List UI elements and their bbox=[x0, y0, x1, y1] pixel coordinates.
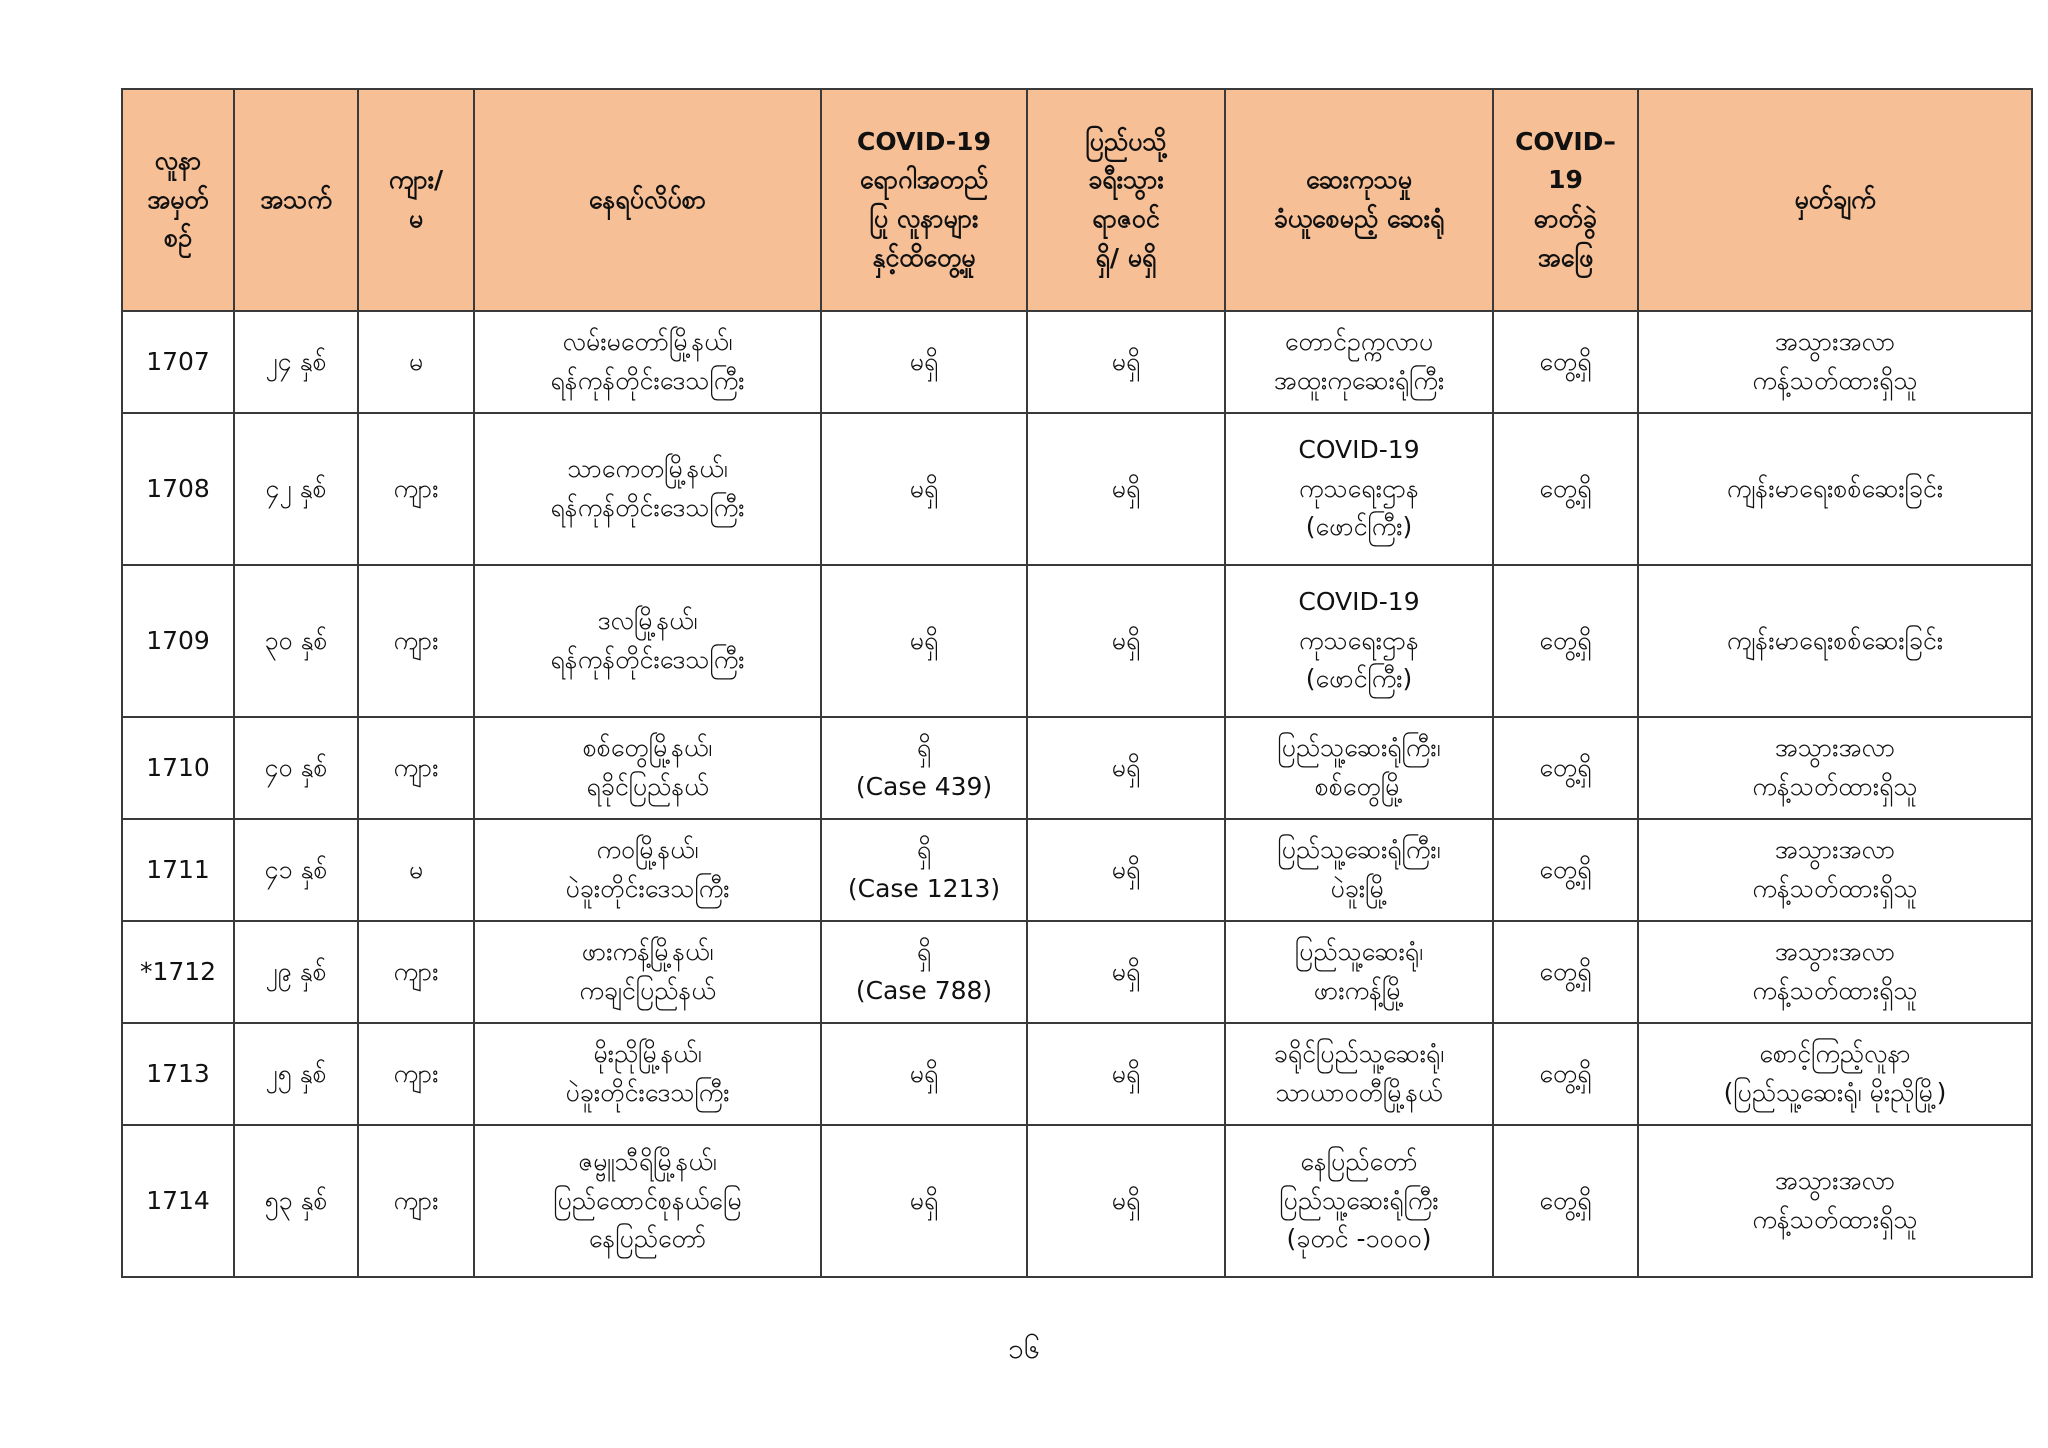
cell-contact bbox=[821, 819, 1027, 921]
cell-line: ကုသရေးဌာန bbox=[1299, 473, 1419, 503]
cell-lab-result bbox=[1493, 717, 1638, 819]
cell-age bbox=[234, 413, 358, 565]
cell-line: ၃၀ နှစ် bbox=[264, 625, 328, 655]
cell-case-number bbox=[122, 311, 234, 413]
cell-line: (ပြည်သူ့ဆေးရုံ၊ မိုးညိုမြို့) bbox=[1723, 1078, 1947, 1107]
cell-line: ကချင်ပြည်နယ် bbox=[579, 976, 716, 1005]
cell-sex bbox=[358, 921, 474, 1023]
cell-line: မရှိ bbox=[909, 1185, 939, 1215]
cell-age bbox=[234, 1023, 358, 1125]
cell-line: ပြည်သူ့ဆေးရုံကြီး bbox=[1279, 1185, 1439, 1215]
cell-sex bbox=[358, 1125, 474, 1277]
cell-line: ပြည်သူ့ဆေးရုံကြီး၊ bbox=[1277, 835, 1441, 865]
header-travel-history bbox=[1027, 89, 1225, 311]
header-line: အမှတ် bbox=[147, 184, 209, 214]
cell-line: အသွားအလာ bbox=[1774, 733, 1896, 763]
cell-line: သာယာဝတီမြို့နယ် bbox=[1275, 1078, 1443, 1107]
cell-line: တွေ့ရှိ bbox=[1539, 854, 1592, 884]
cell-line: ပဲခူးတိုင်းဒေသကြီး bbox=[565, 874, 730, 903]
cell-remarks bbox=[1638, 1023, 2032, 1125]
cell-travel bbox=[1027, 413, 1225, 565]
cell-line: မရှိ bbox=[909, 473, 939, 503]
cell-line: မိုးညိုမြို့နယ်၊ bbox=[593, 1039, 702, 1069]
header-line: ရောဂါအတည် bbox=[859, 165, 989, 195]
cell-case-number bbox=[122, 1023, 234, 1125]
cell-line: ပြည်သူ့ဆေးရုံ၊ bbox=[1294, 937, 1424, 967]
cell-sex bbox=[358, 565, 474, 717]
cell-line: မရှိ bbox=[1111, 1185, 1141, 1215]
cell-line: ဒလမြို့နယ်၊ bbox=[597, 606, 698, 636]
cell-hospital bbox=[1225, 717, 1493, 819]
cell-sex bbox=[358, 819, 474, 921]
header-line: COVID-19 bbox=[857, 126, 991, 156]
header-line: ဓာတ်ခွဲ bbox=[1534, 204, 1597, 233]
cell-contact bbox=[821, 1125, 1027, 1277]
cell-line: COVID-19 bbox=[1298, 434, 1420, 464]
cell-line: ကျား bbox=[393, 1058, 439, 1088]
table-row bbox=[122, 921, 2032, 1023]
cell-travel bbox=[1027, 1125, 1225, 1277]
cell-hospital bbox=[1225, 1125, 1493, 1277]
cell-line: လမ်းမတော်မြို့နယ်၊ bbox=[562, 327, 733, 357]
cell-line: စစ်တွေမြို့ bbox=[1314, 772, 1404, 801]
cell-address bbox=[474, 921, 821, 1023]
cell-line: အသွားအလာ bbox=[1774, 1166, 1896, 1196]
header-contact-with-confirmed bbox=[821, 89, 1027, 311]
cell-line: ကျား bbox=[393, 752, 439, 782]
cell-age bbox=[234, 311, 358, 413]
header-line: မ bbox=[408, 204, 424, 233]
cell-line: ၅၃ နှစ် bbox=[264, 1185, 328, 1215]
header-address bbox=[474, 89, 821, 311]
cell-line: ကျန်းမာရေးစစ်ဆေးခြင်း bbox=[1726, 625, 1944, 655]
cell-line: အသွားအလာ bbox=[1774, 327, 1896, 357]
cell-line: ပဲခူးတိုင်းဒေသကြီး bbox=[565, 1078, 730, 1107]
cell-line: ကန့်သတ်ထားရှိသူ bbox=[1752, 366, 1918, 395]
cell-case-number bbox=[122, 819, 234, 921]
cell-line: (ခုတင် -၁၀၀၀) bbox=[1286, 1224, 1432, 1254]
header-case-number bbox=[122, 89, 234, 311]
cell-contact bbox=[821, 1023, 1027, 1125]
cell-line: မရှိ bbox=[1111, 473, 1141, 503]
table-row bbox=[122, 1023, 2032, 1125]
cell-line: ကဝမြို့နယ်၊ bbox=[596, 835, 699, 865]
header-line: ပြု လူနာများ bbox=[869, 204, 979, 233]
cell-line: ကန့်သတ်ထားရှိသူ bbox=[1752, 1205, 1918, 1234]
cell-line: မရှိ bbox=[1111, 346, 1141, 376]
cell-contact bbox=[821, 311, 1027, 413]
cell-line: 1713 bbox=[146, 1058, 210, 1088]
cell-age bbox=[234, 921, 358, 1023]
cell-line: ကျား bbox=[393, 625, 439, 655]
cell-address bbox=[474, 717, 821, 819]
cell-line: ရှိ bbox=[916, 733, 932, 763]
cell-address bbox=[474, 819, 821, 921]
cell-line: (ဖောင်ကြီး) bbox=[1305, 664, 1413, 694]
cell-line: စစ်တွေမြို့နယ်၊ bbox=[582, 733, 713, 763]
cell-line: ရန်ကုန်တိုင်းဒေသကြီး bbox=[550, 366, 745, 395]
cell-case-number bbox=[122, 565, 234, 717]
header-line: ဆေးကုသမှု bbox=[1305, 165, 1413, 195]
cell-line: မရှိ bbox=[1111, 1058, 1141, 1088]
cell-line: 1710 bbox=[146, 752, 210, 782]
cell-line: 1707 bbox=[146, 346, 210, 376]
cell-line: 1708 bbox=[146, 473, 210, 503]
table-row bbox=[122, 565, 2032, 717]
header-line: နှင့်ထိတွေ့မှု bbox=[872, 242, 976, 272]
cell-line: မရှိ bbox=[1111, 956, 1141, 986]
cell-case-number bbox=[122, 921, 234, 1023]
cell-line: 1714 bbox=[146, 1185, 210, 1215]
cell-remarks bbox=[1638, 413, 2032, 565]
cell-line: ရန်ကုန်တိုင်းဒေသကြီး bbox=[550, 645, 745, 674]
cell-age bbox=[234, 565, 358, 717]
header-line: လူနာ bbox=[154, 145, 202, 175]
cell-age bbox=[234, 819, 358, 921]
cell-sex bbox=[358, 311, 474, 413]
cell-address bbox=[474, 1125, 821, 1277]
cell-travel bbox=[1027, 311, 1225, 413]
table-row bbox=[122, 413, 2032, 565]
cell-line: ကျား bbox=[393, 956, 439, 986]
cell-line: ၄၁ နှစ် bbox=[264, 854, 328, 884]
cell-line: မရှိ bbox=[909, 1058, 939, 1088]
cell-hospital bbox=[1225, 413, 1493, 565]
cell-hospital bbox=[1225, 565, 1493, 717]
cell-line: *1712 bbox=[139, 956, 217, 986]
cell-address bbox=[474, 311, 821, 413]
cell-line: အထူးကုဆေးရုံကြီး bbox=[1273, 366, 1445, 395]
cell-line: ရှိ bbox=[916, 937, 932, 967]
cell-travel bbox=[1027, 819, 1225, 921]
cell-line: (Case 788) bbox=[855, 976, 993, 1005]
header-line: အသက် bbox=[260, 184, 332, 214]
cell-remarks bbox=[1638, 819, 2032, 921]
header-line: ကျား/ bbox=[388, 165, 444, 195]
cell-line: စောင့်ကြည့်လူနာ bbox=[1759, 1039, 1911, 1069]
cell-age bbox=[234, 1125, 358, 1277]
header-treating-hospital bbox=[1225, 89, 1493, 311]
cell-hospital bbox=[1225, 311, 1493, 413]
cell-line: တွေ့ရှိ bbox=[1539, 956, 1592, 986]
cell-line: (Case 439) bbox=[855, 772, 993, 801]
table-row bbox=[122, 311, 2032, 413]
cell-line: မ bbox=[408, 346, 424, 376]
cell-line: ၂၄ နှစ် bbox=[265, 346, 327, 376]
header-line: COVID– bbox=[1515, 126, 1616, 156]
cell-lab-result bbox=[1493, 1125, 1638, 1277]
cell-line: မရှိ bbox=[1111, 625, 1141, 655]
cell-contact bbox=[821, 921, 1027, 1023]
header-line: ခရီးသွား bbox=[1088, 165, 1164, 195]
cell-line: မရှိ bbox=[909, 625, 939, 655]
cell-line: အသွားအလာ bbox=[1774, 937, 1896, 967]
cell-remarks bbox=[1638, 921, 2032, 1023]
header-line: မှတ်ချက် bbox=[1794, 184, 1876, 214]
cell-sex bbox=[358, 1023, 474, 1125]
cell-line: ဇမ္ဗူသီရိမြို့နယ်၊ bbox=[578, 1146, 717, 1176]
cell-travel bbox=[1027, 921, 1225, 1023]
cell-sex bbox=[358, 717, 474, 819]
cell-line: တွေ့ရှိ bbox=[1539, 1058, 1592, 1088]
cell-line: ပြည်ထောင်စုနယ်မြေ bbox=[553, 1185, 742, 1215]
cell-sex bbox=[358, 413, 474, 565]
cell-hospital bbox=[1225, 921, 1493, 1023]
cell-line: ၂၉ နှစ် bbox=[265, 956, 327, 986]
cell-line: ရှိ bbox=[916, 835, 932, 865]
cell-line: ရခိုင်ပြည်နယ် bbox=[586, 772, 709, 801]
cell-line: မရှိ bbox=[909, 346, 939, 376]
cell-line: တွေ့ရှိ bbox=[1539, 473, 1592, 503]
cell-line: နေပြည်တော် bbox=[1300, 1146, 1418, 1176]
cell-travel bbox=[1027, 717, 1225, 819]
cell-line: ကန့်သတ်ထားရှိသူ bbox=[1752, 772, 1918, 801]
cell-line: ဖားကန့်မြို့နယ်၊ bbox=[581, 937, 714, 967]
cell-line: ပြည်သူ့ဆေးရုံကြီး၊ bbox=[1277, 733, 1441, 763]
header-age bbox=[234, 89, 358, 311]
cell-contact bbox=[821, 717, 1027, 819]
cell-line: ကျား bbox=[393, 1185, 439, 1215]
cell-line: တွေ့ရှိ bbox=[1539, 752, 1592, 782]
header-line: ရှိ/ မရှိ bbox=[1095, 242, 1157, 272]
cell-line: တွေ့ရှိ bbox=[1539, 346, 1592, 376]
cell-lab-result bbox=[1493, 413, 1638, 565]
header-line: အဖြေ bbox=[1537, 242, 1594, 272]
cell-remarks bbox=[1638, 311, 2032, 413]
header-lab-result bbox=[1493, 89, 1638, 311]
cell-line: ကျား bbox=[393, 473, 439, 503]
cell-remarks bbox=[1638, 1125, 2032, 1277]
cell-line: (Case 1213) bbox=[847, 874, 1001, 903]
cell-case-number bbox=[122, 1125, 234, 1277]
cell-line: ကန့်သတ်ထားရှိသူ bbox=[1752, 976, 1918, 1005]
cell-line: တွေ့ရှိ bbox=[1539, 625, 1592, 655]
cell-line: မရှိ bbox=[1111, 752, 1141, 782]
header-line: ခံယူစေမည့် ဆေးရုံ bbox=[1273, 204, 1445, 233]
cell-line: ၄၀ နှစ် bbox=[264, 752, 328, 782]
cell-lab-result bbox=[1493, 1023, 1638, 1125]
cell-line: ၄၂ နှစ် bbox=[265, 473, 327, 503]
cell-line: ပဲခူးမြို့ bbox=[1330, 874, 1388, 903]
cell-remarks bbox=[1638, 565, 2032, 717]
page-number: ၁၆ bbox=[1008, 1332, 1040, 1365]
cell-line: မ bbox=[408, 854, 424, 884]
cell-travel bbox=[1027, 565, 1225, 717]
cell-line: ခရိုင်ပြည်သူ့ဆေးရုံ၊ bbox=[1273, 1039, 1445, 1069]
cell-hospital bbox=[1225, 819, 1493, 921]
header-line: စဉ် bbox=[164, 223, 192, 253]
cell-line: ၂၅ နှစ် bbox=[265, 1058, 327, 1088]
table-header-row bbox=[122, 89, 2032, 311]
cell-line: ရန်ကုန်တိုင်းဒေသကြီး bbox=[550, 493, 745, 522]
cell-remarks bbox=[1638, 717, 2032, 819]
cell-line: တွေ့ရှိ bbox=[1539, 1185, 1592, 1215]
header-line: ပြည်ပသို့ bbox=[1085, 126, 1167, 156]
cell-case-number bbox=[122, 717, 234, 819]
cell-case-number bbox=[122, 413, 234, 565]
cell-line: ဖားကန့်မြို့ bbox=[1313, 976, 1405, 1005]
cell-contact bbox=[821, 413, 1027, 565]
cell-line: ကုသရေးဌာန bbox=[1299, 625, 1419, 655]
cell-line: COVID-19 bbox=[1298, 586, 1420, 616]
cell-line: နေပြည်တော် bbox=[588, 1224, 707, 1254]
cell-line: 1709 bbox=[146, 625, 210, 655]
cell-contact bbox=[821, 565, 1027, 717]
table-row bbox=[122, 717, 2032, 819]
cell-age bbox=[234, 717, 358, 819]
cell-line: မရှိ bbox=[1111, 854, 1141, 884]
cell-travel bbox=[1027, 1023, 1225, 1125]
cell-line: အသွားအလာ bbox=[1774, 835, 1896, 865]
covid-cases-table bbox=[121, 88, 2033, 1278]
cell-line: 1711 bbox=[146, 854, 210, 884]
header-line: 19 bbox=[1548, 165, 1583, 195]
cell-hospital bbox=[1225, 1023, 1493, 1125]
cell-lab-result bbox=[1493, 311, 1638, 413]
table-row bbox=[122, 1125, 2032, 1277]
cell-lab-result bbox=[1493, 819, 1638, 921]
table-row bbox=[122, 819, 2032, 921]
cell-line: (ဖောင်ကြီး) bbox=[1305, 512, 1413, 542]
header-sex bbox=[358, 89, 474, 311]
cell-line: သာကေတမြို့နယ်၊ bbox=[567, 454, 728, 484]
header-line: ရာဇဝင် bbox=[1092, 204, 1160, 233]
cell-address bbox=[474, 413, 821, 565]
cell-line: ကျန်းမာရေးစစ်ဆေးခြင်း bbox=[1726, 473, 1944, 503]
cell-address bbox=[474, 1023, 821, 1125]
cell-address bbox=[474, 565, 821, 717]
cell-lab-result bbox=[1493, 565, 1638, 717]
cell-line: ကန့်သတ်ထားရှိသူ bbox=[1752, 874, 1918, 903]
cell-lab-result bbox=[1493, 921, 1638, 1023]
header-line: နေရပ်လိပ်စာ bbox=[588, 184, 707, 214]
cell-line: တောင်ဥက္ကလာပ bbox=[1284, 327, 1434, 357]
header-remarks bbox=[1638, 89, 2032, 311]
